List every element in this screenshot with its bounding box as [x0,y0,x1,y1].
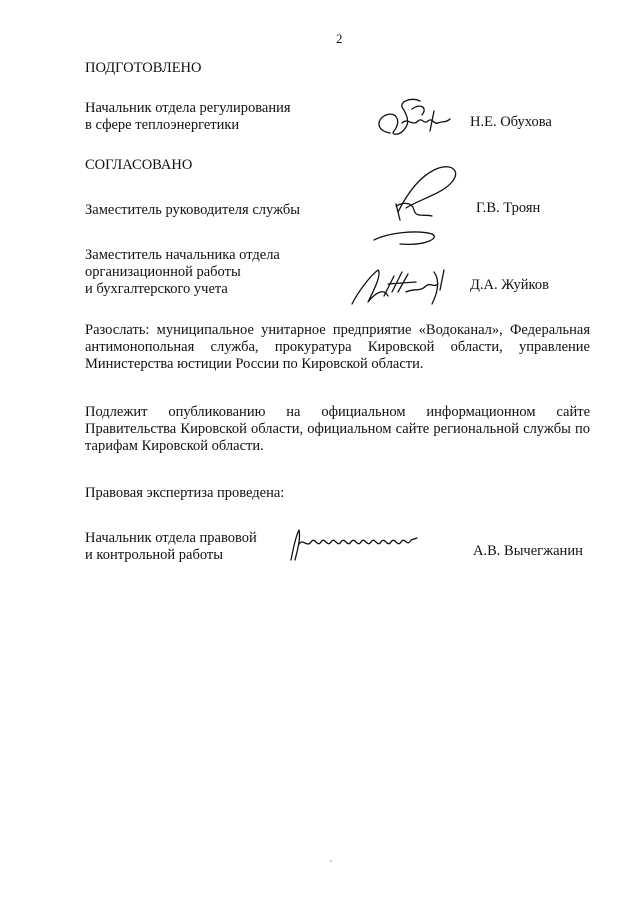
scan-dot [330,860,332,862]
publication-line-2: Правительства Кировской области, официальном сайте региональной службы [85,421,571,437]
legal-review-heading: Правовая экспертиза проведена: [85,485,285,501]
agreed-entry-2-name: Д.А. Жуйков [470,277,549,293]
prepared-name: Н.Е. Обухова [470,114,552,130]
prepared-title-line-1: Начальник отдела регулирования [85,100,291,116]
signature-vychegzhanin [283,524,423,564]
agreed-heading: СОГЛАСОВАНО [85,157,193,173]
page-number: 2 [336,31,343,46]
agreed-entry-1-name: Г.В. Троян [476,200,541,216]
signature-zhuikov [348,262,458,312]
distribution-line-1: Разослать: муниципальное унитарное предприятие «Водоканал», [85,322,503,338]
signature-obukhova [372,93,462,141]
publication-line-3: по тарифам Кировской области. [85,421,590,454]
publication-line-1: Подлежит опубликованию на официальном информационном сайте [85,404,590,420]
prepared-title-line-2: в сфере теплоэнергетики [85,117,240,133]
distribution-paragraph [85,322,590,373]
distribution-line-3: управление Министерства юстиции России по Кировской области. [85,339,590,372]
signature-troyan [370,160,470,252]
legal-review-name: А.В. Вычегжанин [473,543,583,559]
agreed-entry-1-title: Заместитель руководителя службы [85,202,301,218]
publication-paragraph [85,404,590,455]
agreed-entry-2-title-line-2: организационной работы [85,264,241,280]
prepared-heading: ПОДГОТОВЛЕНО [85,60,202,76]
agreed-entry-2-title-line-3: и бухгалтерского учета [85,281,228,297]
distribution-line-2: Федеральная антимонопольная служба, прокуратура Кировской области, [85,322,591,355]
legal-review-title-line-2: и контрольной работы [85,547,223,563]
agreed-entry-2-title-line-1: Заместитель начальника отдела [85,247,280,263]
legal-review-title-line-1: Начальник отдела правовой [85,530,257,546]
